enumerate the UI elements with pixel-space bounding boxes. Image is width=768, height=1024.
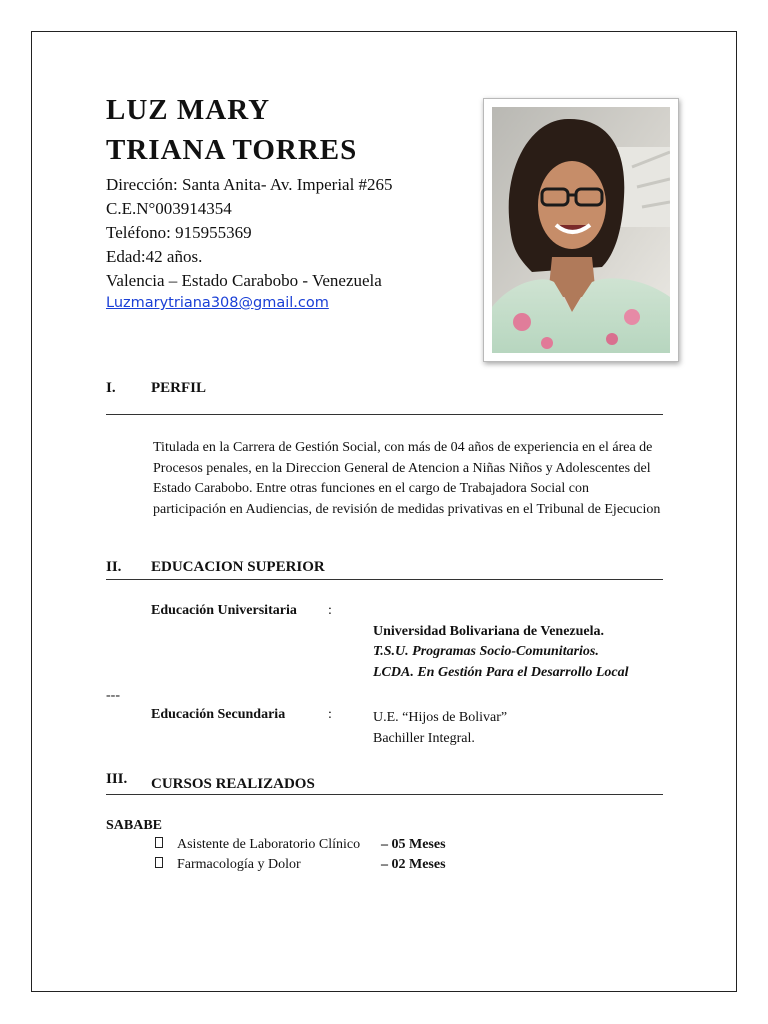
course-name: Farmacología y Dolor [177,857,301,872]
address-text: Dirección: Santa Anita- Av. Imperial #265 [106,175,393,194]
cursos-institution: SABABE [106,818,163,833]
escuela-name: U.E. “Hijos de Bolivar” [373,710,508,725]
universitaria-label: Educación Universitaria [151,603,297,618]
cen-text: C.E.N°003914354 [106,199,232,218]
profile-photo-frame [483,98,679,362]
secundaria-label: Educación Secundaria [151,707,286,722]
name-line-1: LUZ MARY [106,94,271,126]
section-divider [106,579,663,580]
section-divider [106,794,663,795]
age-text: Edad:42 años. [106,247,203,266]
section-number-perfil: I. [106,380,116,396]
section-number-educacion: II. [106,559,122,575]
tsu-degree: T.S.U. Programas Socio-Comunitarios. [373,644,599,659]
course-name: Asistente de Laboratorio Clínico [177,837,361,852]
list-item [155,837,163,853]
secundaria-colon: : [328,707,332,722]
perfil-text: Titulada en la Carrera de Gestión Social, con más de 04 años de experiencia en el área de Procesos penales, en la Direccion General de Atencion a Niñas Niños y Adolescentes del Estado Carabobo. Entre otras funciones en el cargo de Trabajadora Social con participación en Audiencias, de revisión de medidas privativas en el Tribunal de Ejecucion [153,440,661,517]
bachiller-text: Bachiller Integral. [373,731,475,746]
lcda-degree: LCDA. En Gestión Para el Desarrollo Local [373,665,629,680]
universitaria-colon: : [328,603,332,618]
profile-photo [492,107,670,353]
list-item [155,857,163,873]
section-title-perfil: PERFIL [151,380,207,396]
section-number-cursos: III. [106,771,128,787]
phone-text: Teléfono: 915955369 [106,223,252,242]
course-duration: – 05 Meses [381,837,446,852]
section-divider [106,414,663,415]
bullet-icon [155,857,163,868]
section-title-educacion: EDUCACION SUPERIOR [151,559,325,575]
bullet-icon [155,837,163,848]
separator-dashes: --- [106,688,120,703]
email-link[interactable]: Luzmarytriana308@gmail.com [106,295,329,311]
location-text: Valencia – Estado Carabobo - Venezuela [106,271,382,290]
name-line-2: TRIANA TORRES [106,134,358,166]
course-duration: – 02 Meses [381,857,446,872]
universidad-name: Universidad Bolivariana de Venezuela. [373,624,605,639]
section-title-cursos: CURSOS REALIZADOS [151,776,315,792]
